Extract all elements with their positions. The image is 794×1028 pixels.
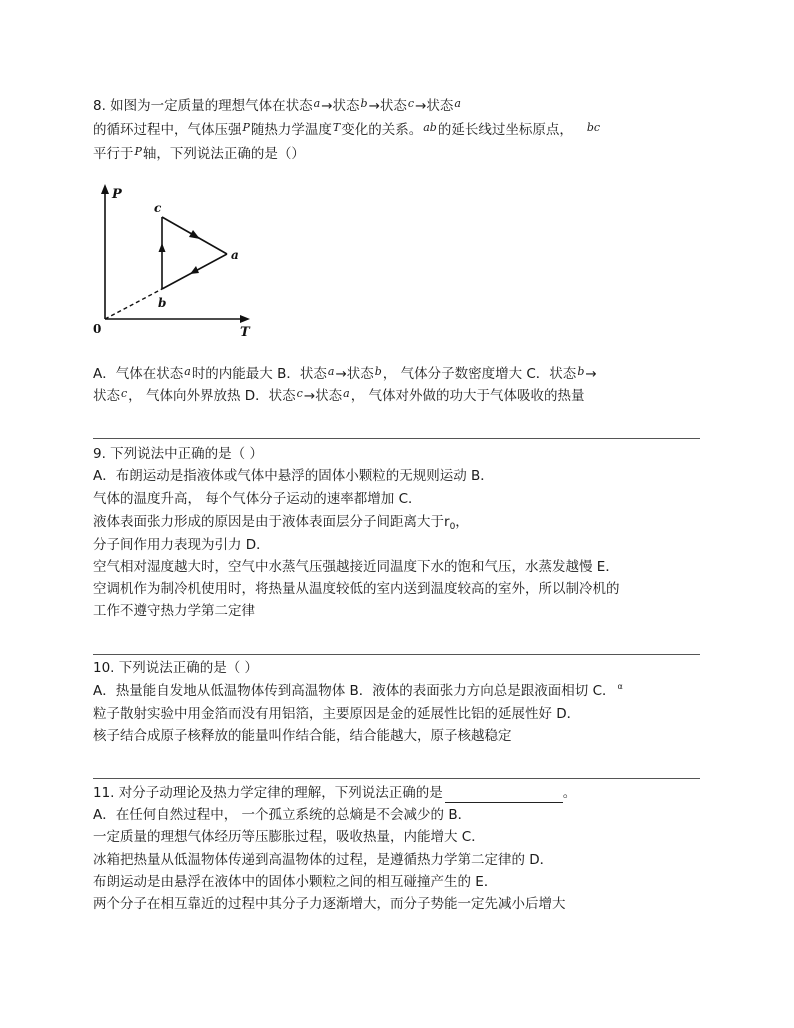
- q8-option-text: ， 气体向外界放热 D．状态: [128, 388, 296, 404]
- q11-line: 布朗运动是由悬浮在液体中的固体小颗粒之间的相互碰撞产生的 E．: [93, 874, 498, 890]
- q11-line: 两个分子在相互靠近的过程中其分子力逐渐增大，而分子势能一定先减小后增大: [93, 896, 566, 912]
- var-a: a: [454, 97, 461, 110]
- point-label-a: a: [231, 248, 239, 262]
- q8-text: 平行于: [93, 146, 134, 162]
- var-b: b: [360, 97, 368, 110]
- origin-label: 0: [93, 322, 102, 336]
- q9-text: ，: [455, 514, 469, 530]
- var-a: a: [313, 97, 321, 110]
- q8-option-text: 时的内能最大 B．状态: [191, 366, 327, 382]
- q8-option-text: →状态: [335, 366, 374, 382]
- var-a: a: [327, 365, 335, 378]
- axis-label-t: T: [240, 325, 250, 340]
- q9-line: 空调机作为制冷机使用时，将热量从温度较低的室内送到温度较高的室外，所以制冷机的: [93, 581, 620, 597]
- q9-line: 空气相对湿度越大时，空气中水蒸气压强越接近同温度下水的饱和气压，水蒸发越慢 E．: [93, 559, 619, 575]
- p-axis-arrow-icon: [101, 184, 109, 194]
- var-b: b: [577, 365, 585, 378]
- q10-line: [93, 681, 623, 703]
- q11-line: A．在任何自然过程中， 一个孤立系统的总熵是不会减少的 B．: [93, 807, 472, 823]
- arrow-ab-icon: [190, 266, 199, 274]
- var-ab: ab: [423, 121, 437, 134]
- var-c: c: [121, 387, 128, 400]
- ab-extension-dashed: [105, 289, 162, 319]
- q9-line: 9. 下列说法中正确的是（ ）: [93, 446, 263, 462]
- q11-line: 冰箱把热量从低温物体传递到高温物体的过程，是遵循热力学第二定律的 D．: [93, 852, 554, 868]
- q8-option-text: 状态: [93, 388, 120, 404]
- q8-line-1: [93, 96, 462, 117]
- divider: [93, 438, 700, 439]
- q8-text: 8. 如图为一定质量的理想气体在状态: [93, 98, 313, 114]
- q8-text: →状态: [368, 98, 407, 114]
- pt-diagram: [90, 180, 260, 340]
- q8-text: 变化的关系。: [341, 122, 423, 138]
- q9-line: 气体的温度升高， 每个气体分子运动的速率都增加 C．: [93, 491, 422, 507]
- q8-line-3: [93, 144, 305, 165]
- q8-text: →状态: [415, 98, 454, 114]
- alpha-symbol: α: [617, 682, 623, 691]
- q9-line: A．布朗运动是指液体或气体中悬浮的固体小颗粒的无规则运动 B．: [93, 468, 494, 484]
- r0-subscript: 0: [449, 522, 456, 532]
- axis-label-p: P: [112, 187, 122, 202]
- arrow-bc-icon: [159, 243, 166, 252]
- var-t: T: [332, 121, 341, 134]
- var-c: c: [407, 97, 415, 110]
- q11-text: 。: [562, 785, 577, 801]
- q11-line: 一定质量的理想气体经历等压膨胀过程，吸收热量，内能增大 C．: [93, 829, 485, 845]
- q8-option-text: ， 气体对外做的功大于气体吸收的热量: [350, 388, 585, 404]
- var-a: a: [343, 387, 350, 400]
- q9-text: 液体表面张力形成的原因是由于液体表面层分子间距离大于r: [93, 514, 450, 530]
- q9-line: [93, 512, 469, 534]
- q8-option-text: →: [585, 366, 597, 382]
- q8-option-text: →状态: [303, 388, 343, 404]
- q9-line: 工作不遵守热力学第二定律: [93, 603, 255, 619]
- q11-line: [93, 783, 576, 803]
- q8-text: 随热力学温度: [250, 122, 332, 138]
- point-label-c: c: [154, 201, 162, 215]
- q10-text: A．热量能自发地从低温物体传到高温物体 B．液体的表面张力方向总是跟液面相切 C．: [93, 683, 616, 699]
- arrow-ca-icon: [189, 230, 200, 239]
- var-p: P: [242, 121, 250, 134]
- divider: [93, 654, 700, 655]
- var-c: c: [296, 387, 303, 400]
- q8-text: →状态: [321, 98, 360, 114]
- var-b: b: [374, 365, 382, 378]
- q10-line: 粒子散射实验中用金箔而没有用铝箔，主要原因是金的延展性比铝的延展性好 D．: [93, 706, 581, 722]
- var-a: a: [184, 365, 191, 378]
- q11-text: 11. 对分子动理论及热力学定律的理解，下列说法正确的是: [93, 785, 443, 801]
- q8-option-text: A．气体在状态: [93, 366, 184, 382]
- point-label-b: b: [158, 296, 167, 310]
- q8-text: 的延长线过坐标原点，: [437, 122, 573, 138]
- var-p: P: [134, 145, 142, 158]
- q9-line: 分子间作用力表现为引力 D．: [93, 537, 270, 553]
- q8-options-line-2: [93, 386, 585, 407]
- q10-line: 10. 下列说法正确的是（ ）: [93, 660, 259, 676]
- q8-option-text: ， 气体分子数密度增大 C．状态: [382, 366, 577, 382]
- q8-line-2: [93, 120, 601, 141]
- divider: [93, 778, 700, 779]
- answer-blank[interactable]: [445, 788, 563, 803]
- var-bc: bc: [586, 121, 601, 134]
- q8-text: 的循环过程中，气体压强: [93, 122, 242, 138]
- q8-text: 轴，下列说法正确的是（）: [142, 146, 305, 162]
- q10-line: 核子结合成原子核释放的能量叫作结合能，结合能越大，原子核越稳定: [93, 728, 512, 744]
- q8-options-line-1: [93, 364, 597, 385]
- t-axis-arrow-icon: [240, 315, 250, 323]
